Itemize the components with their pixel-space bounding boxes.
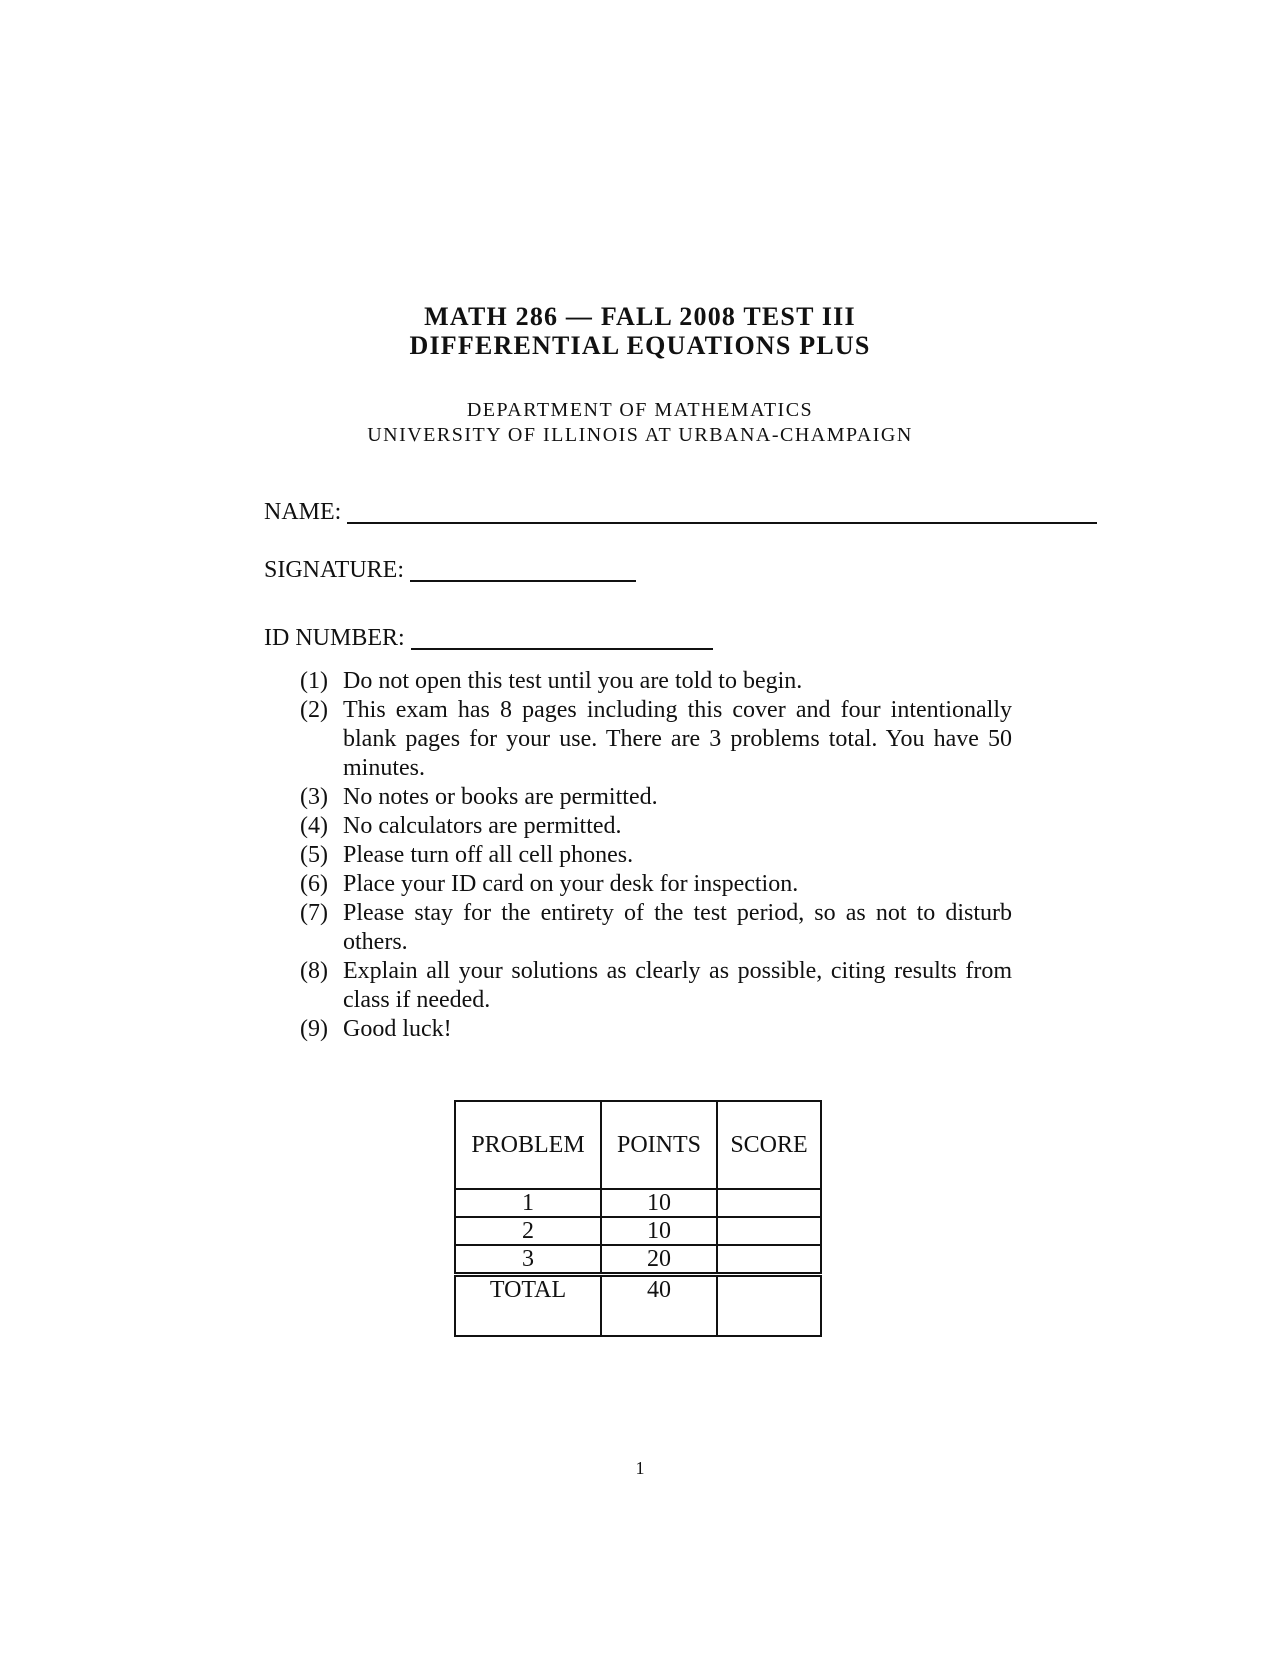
instruction-text: Place your ID card on your desk for inspection.	[343, 871, 799, 897]
instruction-text: Good luck!	[343, 1016, 452, 1042]
instruction-item	[300, 870, 1012, 899]
signature-label: SIGNATURE:	[264, 557, 405, 583]
score-table	[454, 1100, 822, 1337]
university-name: UNIVERSITY OF ILLINOIS AT URBANA-CHAMPAIGN	[367, 424, 913, 446]
header-problem: PROBLEM	[455, 1101, 601, 1189]
instruction-text: No notes or books are permitted.	[343, 784, 658, 810]
instruction-number: (2)	[300, 697, 328, 723]
signature-field	[264, 556, 636, 584]
problem-cell: 3	[455, 1245, 601, 1275]
instruction-number: (6)	[300, 871, 328, 897]
instruction-number: (5)	[300, 842, 328, 868]
instruction-text: This exam has 8 pages including this cover and four intentionally blank pages for your use. There are 3 problems total. You have 50 minutes.	[343, 697, 1012, 781]
score-table-header-row	[455, 1101, 821, 1189]
instruction-item	[300, 957, 1012, 1015]
problem-cell: 2	[455, 1217, 601, 1245]
instruction-text: No calculators are permitted.	[343, 813, 622, 839]
instruction-item	[300, 812, 1012, 841]
instruction-text: Please stay for the entirety of the test period, so as not to disturb others.	[343, 900, 1012, 955]
name-label: NAME:	[264, 499, 342, 525]
total-row	[455, 1275, 821, 1337]
score-cell[interactable]	[717, 1189, 821, 1217]
points-cell: 20	[601, 1245, 717, 1275]
instruction-number: (9)	[300, 1016, 328, 1042]
table-row	[455, 1189, 821, 1217]
id-number-field	[264, 624, 713, 652]
instructions-list	[300, 667, 1012, 1044]
instruction-item	[300, 783, 1012, 812]
exam-title	[0, 302, 1280, 360]
signature-blank-line[interactable]	[410, 558, 636, 582]
problem-cell: 1	[455, 1189, 601, 1217]
total-score-cell[interactable]	[717, 1275, 821, 1337]
instruction-number: (3)	[300, 784, 328, 810]
instruction-text: Do not open this test until you are told to begin.	[343, 668, 803, 694]
instruction-item	[300, 696, 1012, 783]
instruction-text: Explain all your solutions as clearly as possible, citing results from class if needed.	[343, 958, 1012, 1013]
id-number-label: ID NUMBER:	[264, 625, 405, 651]
instruction-number: (1)	[300, 668, 328, 694]
score-cell[interactable]	[717, 1217, 821, 1245]
name-blank-line[interactable]	[347, 500, 1097, 524]
page-number: 1	[635, 1458, 645, 1478]
id-number-blank-line[interactable]	[411, 626, 713, 650]
instruction-number: (7)	[300, 900, 328, 926]
instruction-text: Please turn off all cell phones.	[343, 842, 634, 868]
instruction-number: (4)	[300, 813, 328, 839]
department-block	[0, 398, 1280, 448]
total-label-cell: TOTAL	[455, 1275, 601, 1337]
points-cell: 10	[601, 1217, 717, 1245]
instruction-item	[300, 841, 1012, 870]
exam-title-line-2: DIFFERENTIAL EQUATIONS PLUS	[409, 331, 871, 360]
exam-title-line-1: MATH 286 — FALL 2008 TEST III	[424, 302, 856, 331]
name-field	[264, 498, 1097, 526]
table-row	[455, 1245, 821, 1275]
instruction-item	[300, 899, 1012, 957]
instruction-number: (8)	[300, 958, 328, 984]
instruction-item	[300, 1015, 1012, 1044]
points-cell: 10	[601, 1189, 717, 1217]
header-points: POINTS	[601, 1101, 717, 1189]
instruction-item	[300, 667, 1012, 696]
header-score: SCORE	[717, 1101, 821, 1189]
table-row	[455, 1217, 821, 1245]
department-name: DEPARTMENT OF MATHEMATICS	[466, 399, 814, 421]
total-points-cell: 40	[601, 1275, 717, 1337]
score-cell[interactable]	[717, 1245, 821, 1275]
